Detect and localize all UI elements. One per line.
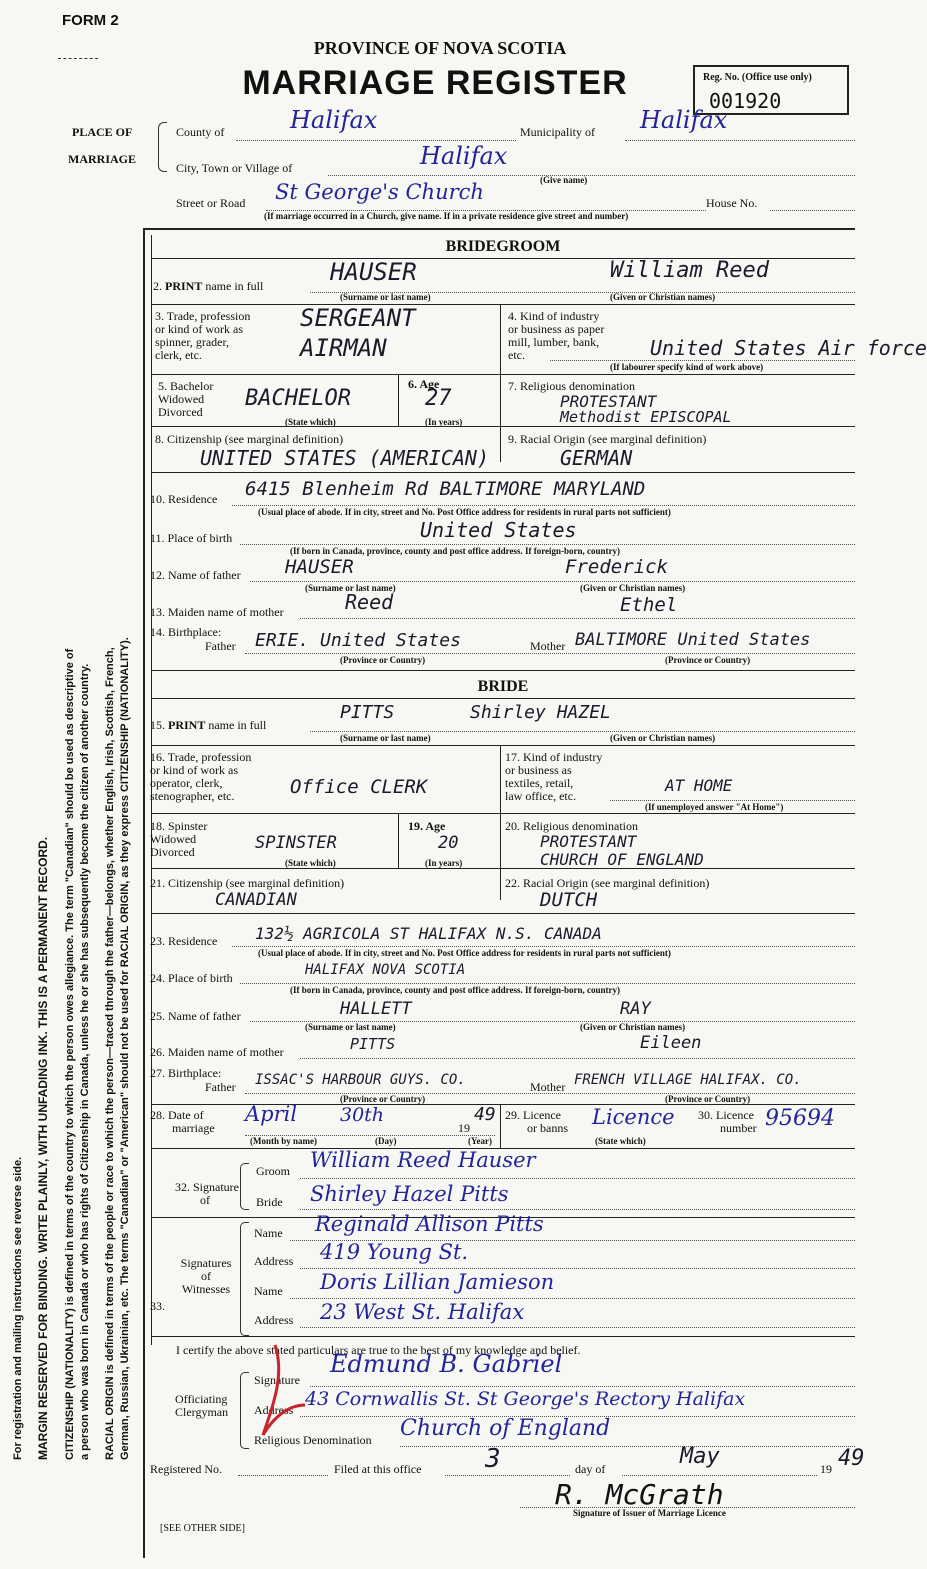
filed-month: May xyxy=(680,1444,720,1469)
filed-label: Filed at this office xyxy=(334,1462,422,1476)
bride-age: 20 xyxy=(438,833,459,853)
red-check-mark-icon xyxy=(255,1335,315,1455)
given-caption: (Given or Christian names) xyxy=(610,292,716,302)
groom-religion-2: Methodist EPISCOPAL xyxy=(560,408,732,426)
f23-label: 23. Residence xyxy=(150,934,218,948)
province-heading: PROVINCE OF NOVA SCOTIA xyxy=(313,38,567,58)
county-value: Halifax xyxy=(290,106,378,134)
groom-father-birthplace: ERIE. United States xyxy=(255,630,461,651)
f2-num: 2. xyxy=(153,279,162,293)
municipality-label: Municipality of xyxy=(520,125,595,139)
f9-label: 9. Racial Origin (see marginal definition) xyxy=(508,432,707,446)
prov-caption-1: (Province or Country) xyxy=(340,655,426,665)
bride-father-birthplace: ISSAC'S HARBOUR GUYS. CO. xyxy=(255,1072,466,1088)
w1-address-label: Address xyxy=(254,1254,294,1268)
bride-industry: AT HOME xyxy=(665,776,733,795)
groom-mother-surname: Reed xyxy=(345,590,394,614)
give-name-caption: (Give name) xyxy=(540,175,588,185)
street-label: Street or Road xyxy=(176,196,246,210)
groom-mother-given: Ethel xyxy=(620,594,678,616)
bride-racial: DUTCH xyxy=(540,889,598,911)
sidebar-instructions xyxy=(4,260,154,1460)
bride-mother-birthplace: FRENCH VILLAGE HALIFAX. CO. xyxy=(574,1072,802,1088)
groom-religion-1: PROTESTANT xyxy=(560,392,657,411)
state-caption: (State which) xyxy=(285,417,336,427)
f24-caption: (If born in Canada, province, county and post office address. If foreign-born, country) xyxy=(290,985,621,995)
f11-caption: (If born in Canada, province, county and post office address. If foreign-born, country) xyxy=(290,546,621,556)
groom-father-surname: HAUSER xyxy=(285,556,354,578)
see-other-side: [SEE OTHER SIDE] xyxy=(160,1523,245,1534)
groom-mother-birthplace: BALTIMORE United States xyxy=(575,630,811,650)
marriage-year: 49 xyxy=(474,1104,496,1125)
f20-label: 20. Religious denomination xyxy=(505,819,638,833)
witness-1-address: 419 Young St. xyxy=(320,1240,469,1264)
bride-father-given-caption: (Given or Christian names) xyxy=(580,1022,686,1032)
groom-surname: HAUSER xyxy=(330,258,417,286)
issuer-signature: R. McGrath xyxy=(555,1478,724,1511)
f3-label: 3. Trade, profession or kind of work as spinner, grader, clerk, etc. xyxy=(155,309,251,362)
f10-caption: (Usual place of abode. If in city, street and No. Post Office address for residents in rural parts not sufficient) xyxy=(258,507,671,517)
groom-industry: United States Air force xyxy=(650,336,927,360)
sidebar-line-5: RACIAL ORIGIN is defined in terms of the people or race to which the person—traced through the father—belongs, whether English, Irish, Scottish, French, xyxy=(104,647,116,1460)
f17-label: 17. Kind of industry or business as textiles, retail, law office, etc. xyxy=(505,750,603,803)
bride-religion-2: CHURCH OF ENGLAND xyxy=(540,850,704,869)
f15-num: 15. xyxy=(150,718,165,732)
f27-mother-label: Mother xyxy=(530,1080,566,1094)
f7-label: 7. Religious denomination xyxy=(508,379,635,393)
bride-given: Shirley HAZEL xyxy=(470,702,611,723)
frame-left xyxy=(143,228,145,1558)
f27-label: 27. Birthplace: xyxy=(150,1066,222,1080)
f5-label: 5. Bachelor Widowed Divorced xyxy=(158,379,214,419)
f23-caption: (Usual place of abode. If in city, street and No. Post Office address for residents in rural parts not sufficient) xyxy=(258,948,671,958)
bride-heading: BRIDE xyxy=(477,678,529,695)
sidebar-line-2: MARGIN RESERVED FOR BINDING. WRITE PLAINLY, WITH UNFADING INK. THIS IS A PERMANENT RECORD. xyxy=(36,836,50,1460)
clergy-address: 43 Cornwallis St. St George's Rectory Halifax xyxy=(305,1388,746,1410)
licence-number: 95694 xyxy=(765,1106,835,1131)
f12-label: 12. Name of father xyxy=(150,568,241,582)
f4-label: 4. Kind of industry or business as paper mill, lumber, bank, etc. xyxy=(508,309,605,362)
bride-mother-given: Eileen xyxy=(640,1033,702,1053)
prov-caption-2: (Province or Country) xyxy=(665,655,751,665)
place-label-2: MARRIAGE xyxy=(68,152,136,166)
groom-racial: GERMAN xyxy=(560,446,633,470)
bride-trade: Office CLERK xyxy=(290,776,428,798)
filed-day: 3 xyxy=(485,1444,501,1474)
groom-given: William Reed xyxy=(610,258,769,283)
f2-print: PRINT xyxy=(165,279,203,293)
sidebar-line-6: German, Russian, Ukrainian, etc. The terms "Canadian" or "American" should not be used for RACIAL ORIGIN, as they express CITIZENSHIP (NATIONALITY). xyxy=(119,637,131,1460)
f15-print: PRINT xyxy=(168,718,206,732)
place-brace xyxy=(158,122,167,172)
groom-trade-1: SERGEANT xyxy=(300,304,416,332)
municipality-value: Halifax xyxy=(640,106,728,134)
year-caption: (Year) xyxy=(468,1136,492,1146)
f16-label: 16. Trade, profession or kind of work as operator, clerk, stenographer, etc. xyxy=(150,750,252,803)
groom-signature: William Reed Hauser xyxy=(310,1148,536,1172)
f11-label: 11. Place of birth xyxy=(150,531,233,545)
industry-caption: (If labourer specify kind of work above) xyxy=(610,362,764,372)
page-title: MARRIAGE REGISTER xyxy=(242,64,628,102)
registered-label: Registered No. xyxy=(150,1462,222,1476)
bride-status: SPINSTER xyxy=(255,833,337,853)
f10-label: 10. Residence xyxy=(150,492,218,506)
bride-father-surname: HALLETT xyxy=(340,999,412,1019)
bride-surname: PITTS xyxy=(340,702,395,723)
clergy-address-label: Address xyxy=(254,1403,294,1417)
city-value: Halifax xyxy=(420,142,508,170)
witness-1-name: Reginald Allison Pitts xyxy=(315,1212,544,1236)
bride-birthplace: HALIFAX NOVA SCOTIA xyxy=(305,962,466,978)
clergy-denomination: Church of England xyxy=(400,1416,611,1441)
f32-label: 32. Signature of xyxy=(175,1180,239,1207)
sidebar-line-3: CITIZENSHIP (NATIONALITY) is defined in terms of the country to which the person owes allegiance. The term "Canadian" should be used as descriptive of xyxy=(64,648,76,1460)
f24-label: 24. Place of birth xyxy=(150,971,233,985)
bride-sig-label: Bride xyxy=(256,1195,283,1209)
f14-mother-label: Mother xyxy=(530,639,566,653)
w1-name-label: Name xyxy=(254,1226,283,1240)
bride-years-caption: (In years) xyxy=(425,858,463,868)
county-label: County of xyxy=(176,125,225,139)
father-given-caption: (Given or Christian names) xyxy=(580,583,686,593)
f28-label: 28. Date of marriage xyxy=(150,1108,215,1135)
f25-label: 25. Name of father xyxy=(150,1009,241,1023)
reg-no-note: (Office use only) xyxy=(741,72,812,83)
f30-label: 30. Licence number xyxy=(698,1108,757,1135)
f19-label: 19. Age xyxy=(408,819,446,833)
f15-label: name in full xyxy=(208,718,267,732)
place-label-1: PLACE OF xyxy=(72,125,133,139)
groom-birthplace: United States xyxy=(420,518,577,542)
marriage-century: 19 xyxy=(458,1121,470,1135)
f33-label: Signatures of Witnesses xyxy=(180,1256,232,1296)
issuer-caption: Signature of Issuer of Marriage Licence xyxy=(573,1508,726,1518)
w2-address-label: Address xyxy=(254,1313,294,1327)
witness-2-address: 23 West St. Halifax xyxy=(320,1300,525,1324)
bride-signature: Shirley Hazel Pitts xyxy=(310,1182,509,1206)
licence-or-banns: Licence xyxy=(592,1105,675,1129)
f27-father-label: Father xyxy=(205,1080,236,1094)
bride-mother-surname: PITTS xyxy=(350,1035,396,1053)
f6-label: 6. Age xyxy=(408,377,440,391)
licence-state-caption: (State which) xyxy=(595,1136,646,1146)
clergy-sig-label: Signature xyxy=(254,1373,300,1387)
reg-no-value: 001920 xyxy=(709,89,782,113)
groom-heading: BRIDEGROOM xyxy=(445,238,561,255)
groom-citizenship: UNITED STATES (AMERICAN) xyxy=(200,446,489,470)
surname-caption: (Surname or last name) xyxy=(340,292,431,302)
city-label: City, Town or Village of xyxy=(176,161,293,175)
house-label: House No. xyxy=(706,196,758,210)
marriage-month: April xyxy=(245,1102,298,1126)
prov-caption-4: (Province or Country) xyxy=(665,1094,751,1104)
street-value: St George's Church xyxy=(275,180,484,204)
f13-label: 13. Maiden name of mother xyxy=(150,605,284,619)
bride-given-caption: (Given or Christian names) xyxy=(610,733,716,743)
f14-label: 14. Birthplace: xyxy=(150,625,222,639)
filed-century: 19 xyxy=(820,1462,832,1476)
bride-industry-caption: (If unemployed answer "At Home") xyxy=(645,802,784,812)
day-of-label: day of xyxy=(575,1462,606,1476)
witness-2-name: Doris Lillian Jamieson xyxy=(320,1270,555,1294)
f22-label: 22. Racial Origin (see marginal definition) xyxy=(505,876,710,890)
marriage-day: 30th xyxy=(340,1104,385,1126)
f21-label: 21. Citizenship (see marginal definition) xyxy=(150,876,345,890)
day-caption: (Day) xyxy=(375,1136,397,1146)
bride-residence: 132½ AGRICOLA ST HALIFAX N.S. CANADA xyxy=(255,924,602,943)
form-label: FORM 2 xyxy=(62,12,119,29)
groom-father-given: Frederick xyxy=(565,556,668,578)
groom-age: 27 xyxy=(425,386,452,411)
groom-residence: 6415 Blenheim Rd BALTIMORE MARYLAND xyxy=(245,478,646,500)
prov-caption-3: (Province or Country) xyxy=(340,1094,426,1104)
bride-father-surname-caption: (Surname or last name) xyxy=(305,1022,396,1032)
bride-citizenship: CANADIAN xyxy=(215,890,297,910)
f26-label: 26. Maiden name of mother xyxy=(150,1045,284,1059)
f8-label: 8. Citizenship (see marginal definition) xyxy=(155,432,344,446)
bride-state-caption: (State which) xyxy=(285,858,336,868)
groom-trade-2: AIRMAN xyxy=(300,334,387,362)
f2-label: name in full xyxy=(205,279,264,293)
groom-sig-label: Groom xyxy=(256,1164,290,1178)
reg-no-label: Reg. No. xyxy=(703,72,740,83)
clergy-relig-label: Religious Denomination xyxy=(254,1433,372,1447)
f33-num: 33. xyxy=(150,1299,165,1313)
father-surname-caption: (Surname or last name) xyxy=(305,583,396,593)
f18-label: 18. Spinster Widowed Divorced xyxy=(150,819,208,859)
bride-father-given: RAY xyxy=(620,999,651,1019)
f29-label: 29. Licence or banns xyxy=(505,1108,568,1135)
f14-father-label: Father xyxy=(205,639,236,653)
years-caption: (In years) xyxy=(425,417,463,427)
frame-top xyxy=(143,228,855,230)
filed-year: 49 xyxy=(838,1446,865,1471)
groom-status: BACHELOR xyxy=(245,386,351,411)
month-caption: (Month by name) xyxy=(250,1136,317,1146)
clergy-signature: Edmund B. Gabriel xyxy=(330,1350,563,1378)
bride-religion-1: PROTESTANT xyxy=(540,832,637,851)
certify-text: I certify the above stated particulars are true to the best of my knowledge and belief. xyxy=(176,1343,581,1357)
w2-name-label: Name xyxy=(254,1284,283,1298)
bride-surname-caption: (Surname or last name) xyxy=(340,733,431,743)
clergy-label: Officiating Clergyman xyxy=(175,1392,229,1419)
sidebar-line-4: a person who was born in Canada or who has rights of Citizenship in Canada, unless he or she has subsequently become the citizen of another country. xyxy=(79,663,91,1460)
place-note: (If marriage occurred in a Church, give name. If in a private residence give street and number) xyxy=(264,211,629,221)
sidebar-line-1: For registration and mailing instructions see reverse side. xyxy=(12,1156,24,1460)
divider xyxy=(58,58,98,59)
